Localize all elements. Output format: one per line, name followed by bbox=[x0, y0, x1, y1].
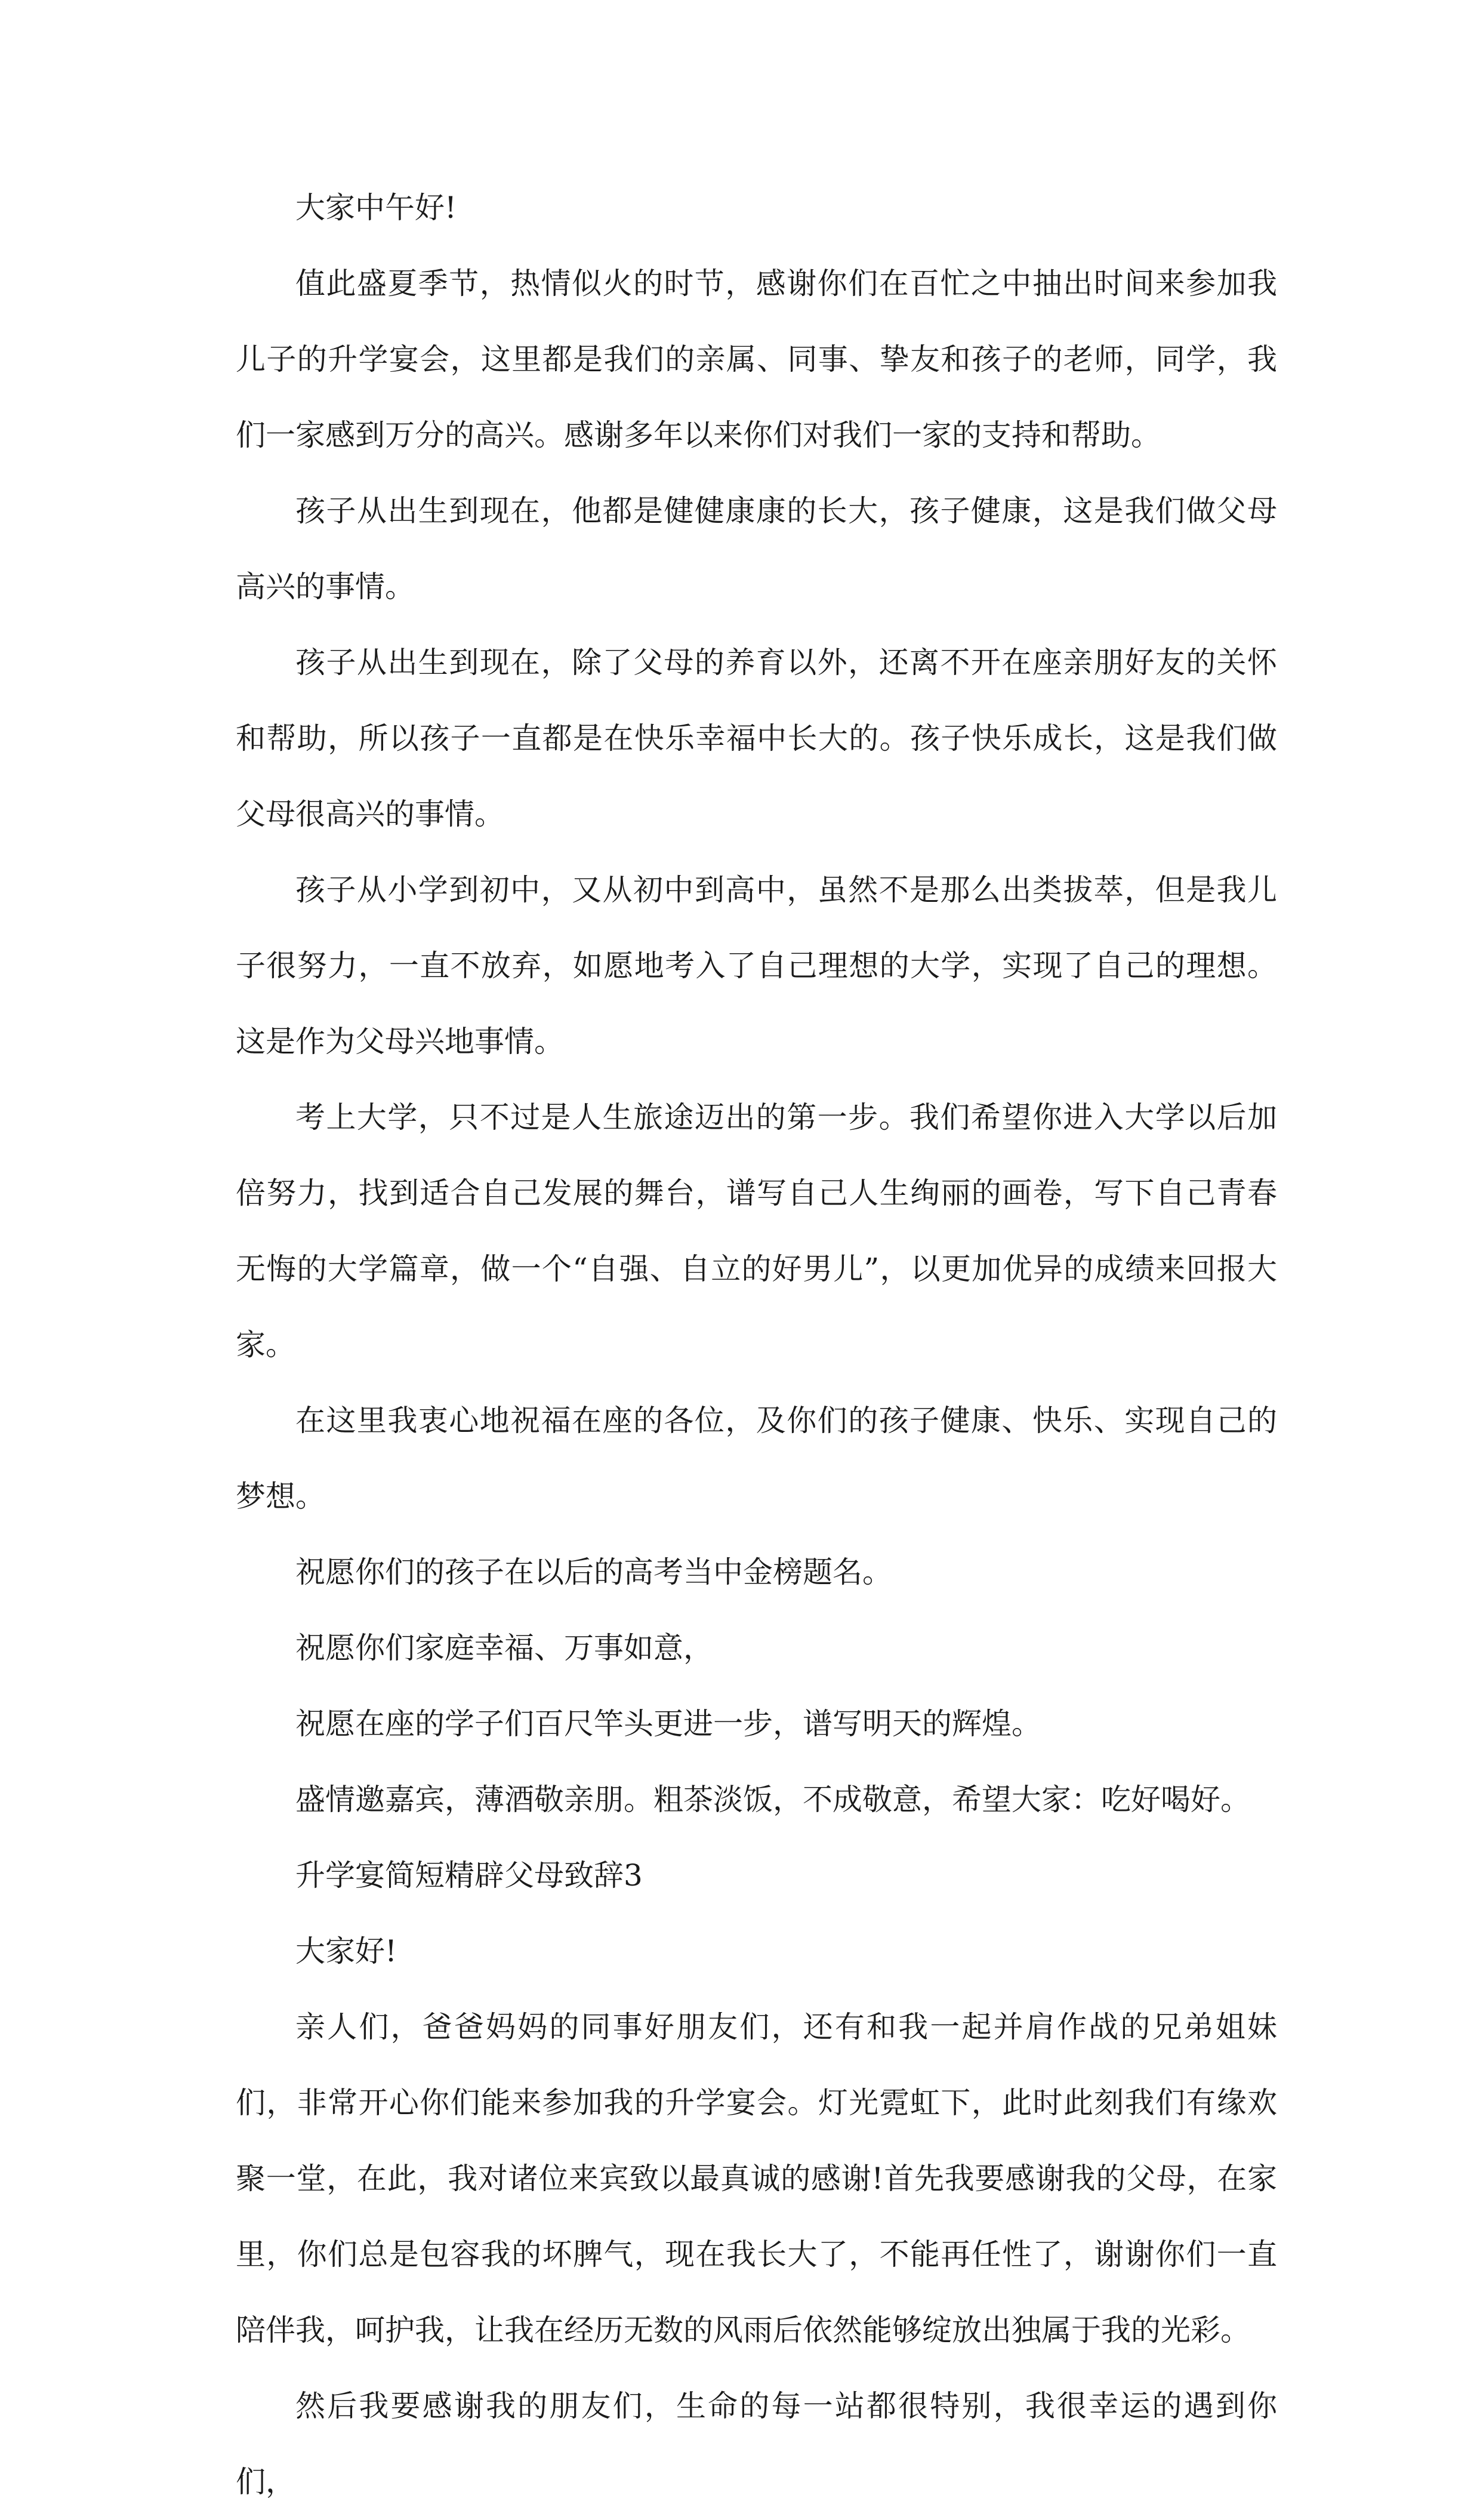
paragraph-wish-students: 祝愿在座的学子们百尺竿头更进一步，谱写明天的辉煌。 bbox=[295, 1706, 1041, 1741]
paragraph-university: 考上大学，只不过是人生旅途迈出的第一步。我们希望你进入大学以后加倍努力，找到适合自己发展的舞台，谱写自己人生绚丽的画卷，写下自己青春无悔的大学篇章，做一个“自强、自立的好男儿”，以更加优异的成绩来回报大家。 bbox=[236, 1100, 1277, 1362]
paragraph-thanks-parents: 亲人们，爸爸妈妈的同事好朋友们，还有和我一起并肩作战的兄弟姐妹们，非常开心你们能来参加我的升学宴会。灯光霓虹下，此时此刻我们有缘欢聚一堂，在此，我对诸位来宾致以最真诚的感谢!首先我要感谢我的父母，在家里，你们总是包容我的坏脾气，现在我长大了，不能再任性了，谢谢你们一直陪伴我，呵护我，让我在经历无数的风雨后依然能够绽放出独属于我的光彩。 bbox=[236, 2010, 1277, 2348]
paragraph-wish-exam: 祝愿你们的孩子在以后的高考当中金榜题名。 bbox=[295, 1555, 892, 1589]
paragraph-wish-family: 祝愿你们家庭幸福、万事如意， bbox=[295, 1631, 713, 1665]
document-body bbox=[236, 170, 1277, 2520]
paragraph-blessing: 在这里我衷心地祝福在座的各位，及你们的孩子健康、快乐、实现自己的梦想。 bbox=[236, 1403, 1277, 1514]
paragraph-greeting-2: 大家好! bbox=[295, 1934, 397, 1968]
paragraph-thanks: 值此盛夏季节，热情似火的时节，感谢你们在百忙之中抽出时间来参加我儿子的升学宴会，这里都是我们的亲属、同事、挚友和孩子的老师，同学，我们一家感到万分的高兴。感谢多年以来你们对我们一家的支持和帮助。 bbox=[236, 266, 1277, 452]
section-heading: 升学宴简短精辟父母致辞3 bbox=[295, 1858, 643, 1893]
paragraph-school: 孩子从小学到初中，又从初中到高中，虽然不是那么出类拔萃，但是我儿子很努力，一直不放弃，如愿地考入了自己理想的大学，实现了自己的理想。这是作为父母兴地事情。 bbox=[236, 873, 1277, 1059]
paragraph-invitation: 盛情邀嘉宾，薄酒敬亲朋。粗茶淡饭，不成敬意，希望大家：吃好喝好。 bbox=[295, 1782, 1250, 1817]
paragraph-greeting: 大家中午好! bbox=[295, 190, 457, 225]
paragraph-care: 孩子从出生到现在，除了父母的养育以外，还离不开在座亲朋好友的关怀和帮助，所以孩子一直都是在快乐幸福中长大的。孩子快乐成长，这是我们做父母很高兴的事情。 bbox=[236, 645, 1277, 831]
paragraph-thanks-friends: 然后我要感谢我的朋友们，生命的每一站都很特别，我很幸运的遇到你们， bbox=[236, 2389, 1277, 2499]
paragraph-health: 孩子从出生到现在，他都是健健康康的长大，孩子健康，这是我们做父母高兴的事情。 bbox=[236, 494, 1277, 604]
